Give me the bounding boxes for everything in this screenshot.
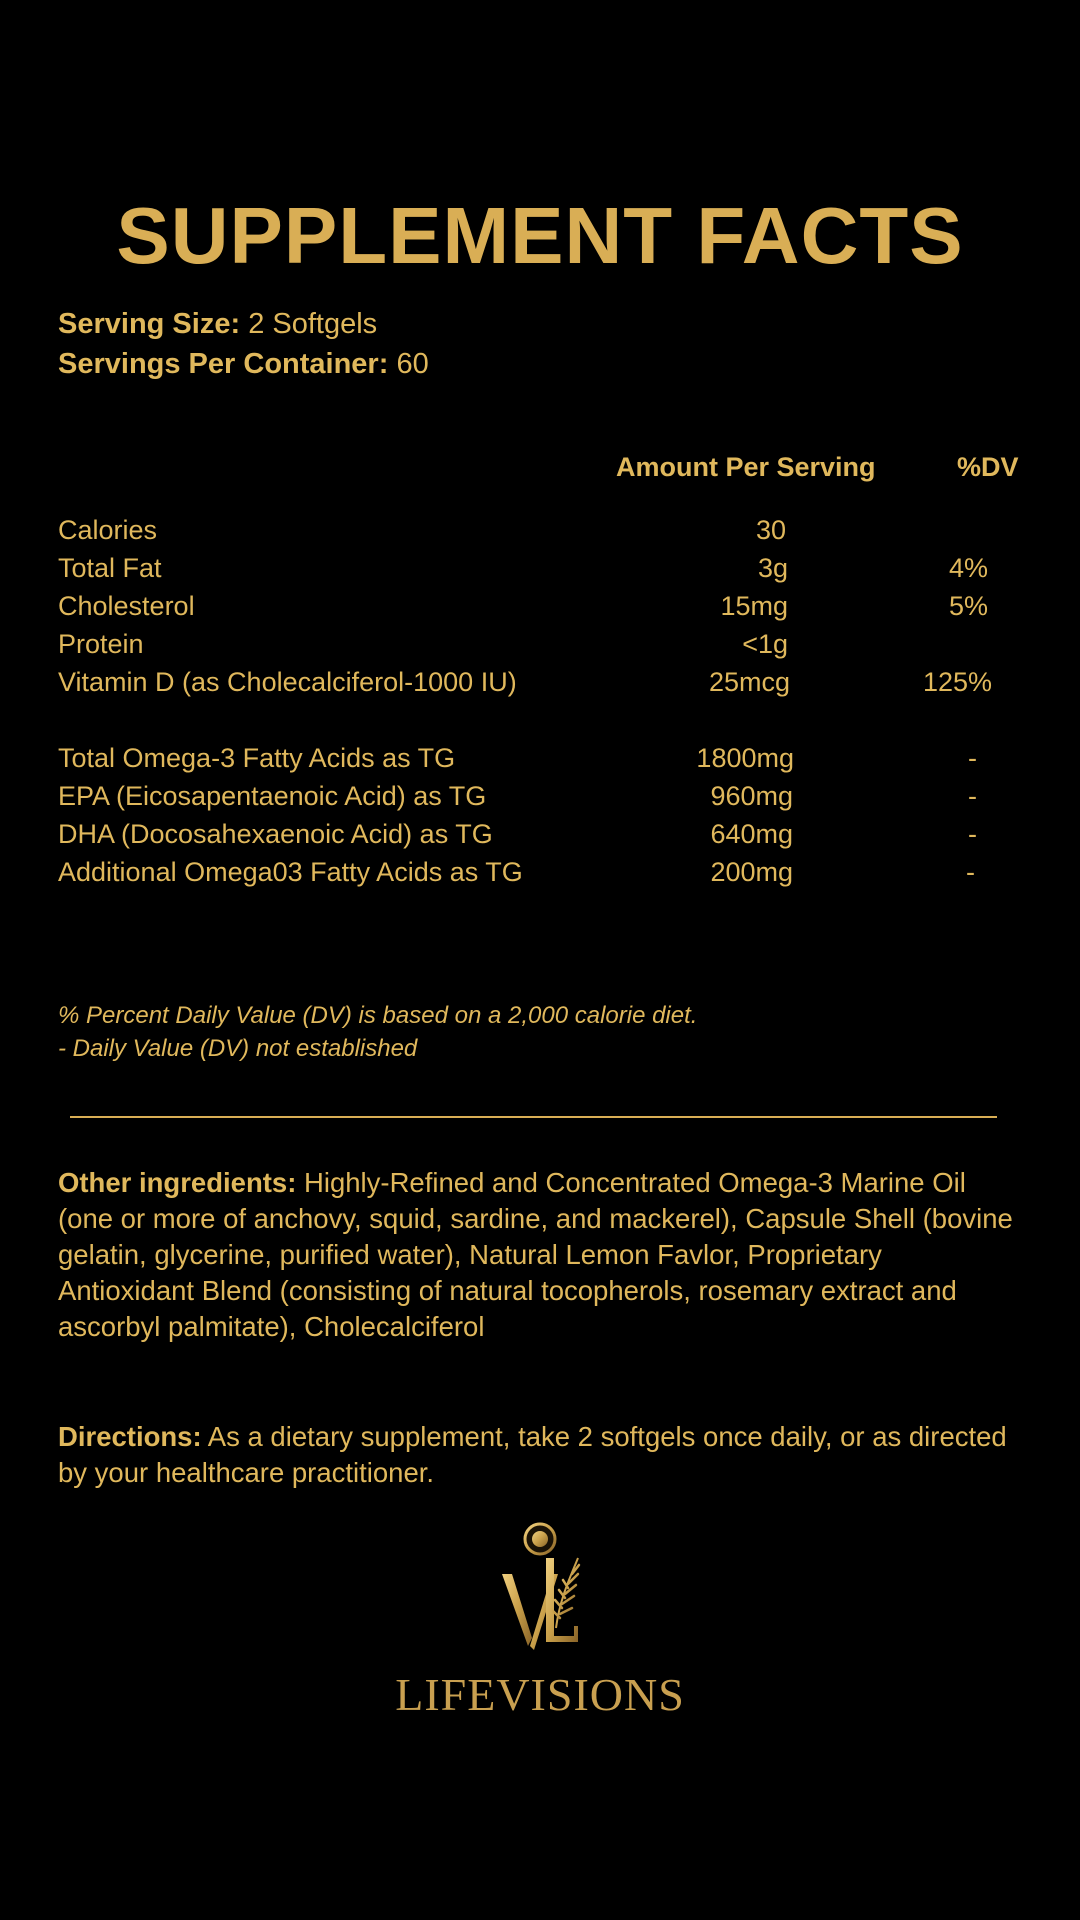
servings-per-container-label: Servings Per Container: xyxy=(58,348,389,380)
nutrient-amount: 15mg xyxy=(720,591,788,621)
column-header-dv: %DV xyxy=(957,452,1019,482)
brand-name: LIFEVISIONS xyxy=(395,1669,685,1720)
directions xyxy=(58,1419,1018,1491)
table-row xyxy=(0,555,1080,591)
other-ingredients xyxy=(58,1165,1018,1345)
nutrient-dv: 4% xyxy=(948,553,988,583)
serving-size xyxy=(58,310,377,339)
footnote-daily-value: % Percent Daily Value (DV) is based on a 2,000 calorie diet. xyxy=(58,1002,698,1029)
serving-size-value: 2 Softgels xyxy=(248,308,378,340)
table-row xyxy=(0,783,1080,819)
nutrient-amount: 30 xyxy=(755,515,786,545)
page-title: SUPPLEMENT FACTS xyxy=(116,191,964,280)
nutrient-dv: - xyxy=(968,743,977,773)
nutrient-dv: 125% xyxy=(922,667,992,697)
other-ingredients-text: Highly-Refined and Concentrated Omega-3 Marine Oil (one or more of anchovy, squid, sardine, and mackerel), Capsule Shell (bovine gelatin, glycerine, purified water), Natural Lemon Favlor, Proprietary Antioxidant Blend (consisting of natural tocopherols, rosemary extract and ascorbyl palmitate), Cholecalciferol xyxy=(58,1167,1013,1342)
directions-label: Directions: xyxy=(58,1421,202,1452)
nutrient-name: Cholesterol xyxy=(58,591,195,621)
nutrient-amount: 200mg xyxy=(710,857,793,887)
nutrient-name: Total Fat xyxy=(58,553,162,583)
servings-per-container-value: 60 xyxy=(396,348,429,380)
other-ingredients-label: Other ingredients: xyxy=(58,1167,297,1198)
nutrient-dv: - xyxy=(968,781,977,811)
nutrient-name: Calories xyxy=(58,515,158,545)
nutrient-amount: 25mcg xyxy=(708,667,790,697)
nutrient-amount: 640mg xyxy=(710,819,793,849)
table-row xyxy=(0,859,1080,895)
table-row xyxy=(0,745,1080,781)
nutrient-name: Protein xyxy=(58,629,144,659)
nutrient-amount: 3g xyxy=(757,553,788,583)
table-row xyxy=(0,517,1080,553)
lifevisions-logo-icon xyxy=(490,1518,590,1668)
nutrient-name: Total Omega-3 Fatty Acids as TG xyxy=(58,743,456,773)
nutrient-name: Vitamin D (as Cholecalciferol-1000 IU) xyxy=(58,667,517,697)
table-row xyxy=(0,593,1080,629)
nutrient-name: Additional Omega03 Fatty Acids as TG xyxy=(58,857,523,887)
nutrient-name: EPA (Eicosapentaenoic Acid) as TG xyxy=(58,781,487,811)
nutrient-amount: 960mg xyxy=(710,781,793,811)
serving-size-label: Serving Size: xyxy=(58,308,241,340)
nutrient-dv: 5% xyxy=(948,591,988,621)
nutrient-amount: 1800mg xyxy=(696,743,794,773)
directions-text: As a dietary supplement, take 2 softgels once daily, or as directed by your healthcare practitioner. xyxy=(58,1421,1007,1488)
nutrient-name: DHA (Docosahexaenoic Acid) as TG xyxy=(58,819,493,849)
servings-per-container xyxy=(58,350,429,379)
column-header-amount: Amount Per Serving xyxy=(616,452,876,482)
nutrient-amount: <1g xyxy=(742,629,788,659)
nutrient-dv: - xyxy=(966,857,975,887)
footnote-not-established: - Daily Value (DV) not established xyxy=(58,1035,418,1062)
table-row xyxy=(0,821,1080,857)
table-row xyxy=(0,669,1080,705)
table-row xyxy=(0,631,1080,667)
nutrient-dv: - xyxy=(968,819,977,849)
divider xyxy=(70,1116,997,1118)
